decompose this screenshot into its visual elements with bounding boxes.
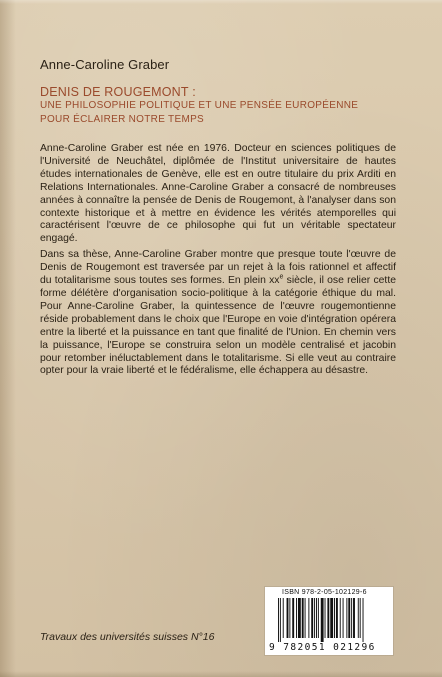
barcode-bar xyxy=(321,598,324,642)
barcode-bar xyxy=(283,598,284,638)
barcode-bar xyxy=(314,598,315,638)
title-main: DENIS DE ROUGEMONT : xyxy=(40,85,196,99)
barcode-bar xyxy=(360,598,361,638)
barcode-bar xyxy=(334,598,335,638)
barcode-bar xyxy=(298,598,301,638)
thesis-text-start: Dans sa thèse, Anne-Caroline Graber montre que presque toute l'œuvre de Denis de Rougemont est traversée par un rejet à la fois rationnel et affectif du totalitarisme sous toutes ses formes. En plein xx xyxy=(40,249,396,287)
barcode-icon xyxy=(276,598,386,642)
isbn-text: ISBN 978-2-05-102129-6 xyxy=(282,589,367,596)
thesis-paragraph xyxy=(40,249,396,378)
series-title: Travaux des universités suisses N°16 xyxy=(40,631,215,643)
barcode-bar xyxy=(336,598,338,638)
spine-shadow xyxy=(0,0,16,677)
barcode-bar xyxy=(311,598,313,638)
barcode-bar xyxy=(363,598,364,642)
barcode-bar xyxy=(327,598,329,638)
top-edge xyxy=(0,0,442,4)
barcode-bar xyxy=(358,598,359,638)
barcode-bar xyxy=(292,598,294,638)
barcode-bar xyxy=(346,598,347,638)
barcode-bar xyxy=(278,598,279,642)
author-bio-paragraph: Anne-Caroline Graber est née en 1976. Docteur en sciences politiques de l'Université de Neuchâtel, diplômée de l'Institut universitaire de hautes études internationales de Genève, elle est en outre titulaire du prix Arditi en Relations Internationales. Anne-Caroline Graber a consacré de nombreuses années à connaître la pensée de Denis de Rougemont, à l'analyser dans son contexte historique et à mettre en évidence les vérités atemporelles qui caractérisent l'œuvre de ce philosophe qui fut un véritable spectateur engagé. xyxy=(40,143,396,245)
barcode-bar xyxy=(330,598,333,638)
bottom-edge xyxy=(0,671,442,677)
barcode-bar xyxy=(353,598,355,638)
book-title xyxy=(40,85,400,126)
barcode-bar xyxy=(348,598,350,638)
barcode-bar xyxy=(318,598,319,638)
ean-number: 9 782051 021296 xyxy=(269,642,376,653)
thesis-text-end: siècle, il ose relier cette forme délétère d'organisation socio-politique à la catégorie éthique du mal. Pour Anne-Caroline Graber, la quintessence de l'œuvre rougemontienne réside probablement dans le choix que l'Europe en voie d'intégration opérera entre la liberté et la puissance en tant que finalité de l'Union. En chemin vers la puissance, l'Europe se construira selon un modèle centralisé et jacobin pour retomber inéluctablement dans le totalitarisme. Si elle veut au contraire opter pour la vraie liberté et le fédéralisme, elle échappera au désastre. xyxy=(40,275,396,377)
barcode-bar xyxy=(325,598,326,638)
author-name: Anne-Caroline Graber xyxy=(40,57,170,72)
subtitle-line-2: POUR ÉCLAIRER NOTRE TEMPS xyxy=(40,113,205,125)
century-superscript: e xyxy=(279,273,284,281)
barcode-bar xyxy=(296,598,297,638)
barcode-bar xyxy=(287,598,289,638)
barcode-label xyxy=(265,587,393,655)
subtitle-line-1: UNE PHILOSOPHIE POLITIQUE ET UNE PENSÉE EUROPÉENNE xyxy=(40,100,359,111)
barcode-bar xyxy=(289,598,290,638)
barcode-bar xyxy=(280,598,281,642)
barcode-bar xyxy=(343,598,344,638)
barcode-bar xyxy=(340,598,341,638)
barcode-bar xyxy=(305,598,306,638)
blurb xyxy=(40,143,396,378)
barcode-bar xyxy=(316,598,317,638)
barcode-bar xyxy=(351,598,352,638)
barcode-bar xyxy=(308,598,309,638)
barcode-bar xyxy=(302,598,304,638)
